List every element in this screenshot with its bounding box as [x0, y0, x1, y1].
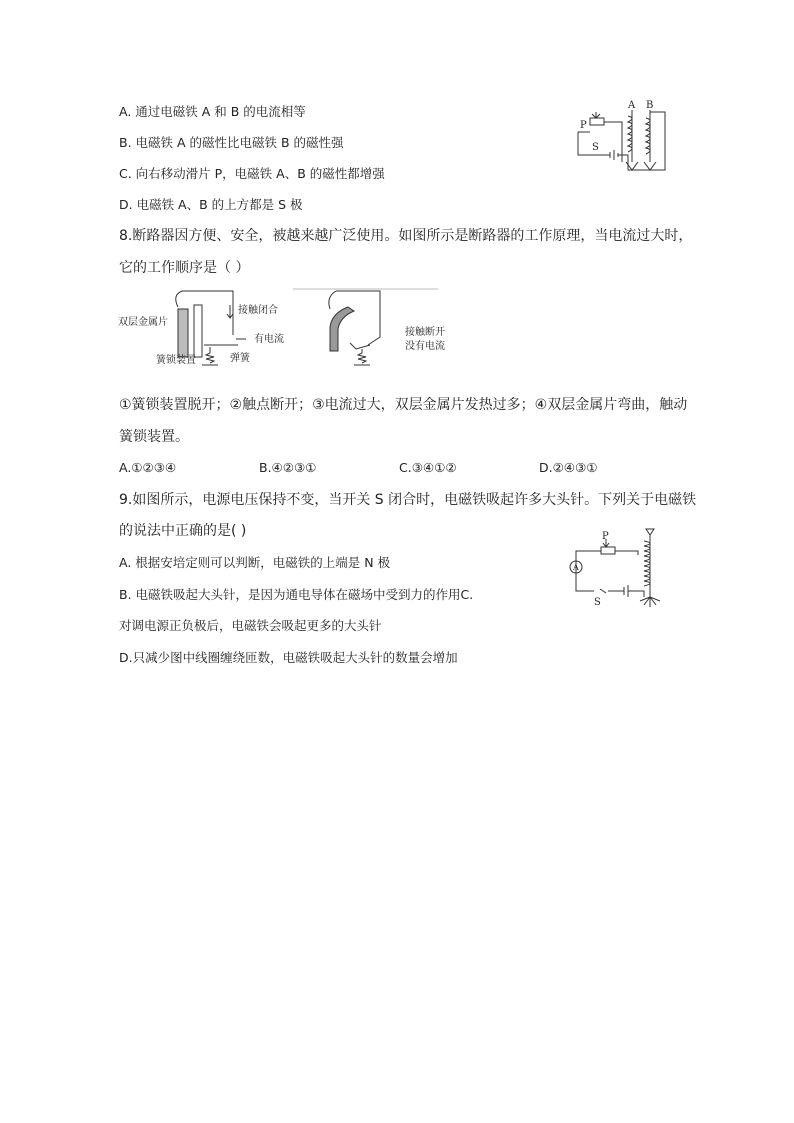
q9-label-p: P — [602, 531, 609, 542]
q7-circuit-figure — [570, 100, 670, 175]
q9-label-s: S — [594, 597, 601, 608]
q9-option-b: B. 电磁铁吸起大头针，是因为通电导体在磁场中受到力的作用C. — [119, 587, 474, 602]
q8-stem-line2: 它的工作顺序是（ ） — [119, 260, 250, 276]
q7-option-d: D. 电磁铁 A、B 的上方都是 S 极 — [119, 197, 303, 212]
q8-circuit-breaker-figure — [118, 287, 448, 367]
q8-option-d: D.②④③① — [539, 460, 598, 475]
fig1-label-b: B — [646, 100, 654, 111]
q8-option-c: C.③④①② — [399, 460, 457, 475]
q9-stem-line2: 的说法中正确的是( ) — [119, 523, 247, 539]
q8-label-has-current: 有电流 — [254, 334, 284, 345]
fig1-label-s: S — [592, 142, 599, 153]
q8-label-contact-closed: 接触闭合 — [238, 305, 278, 316]
q8-label-latch: 簧锁装置 — [156, 355, 196, 366]
q9-circuit-figure — [566, 525, 666, 610]
q8-label-contact-open: 接触断开 — [405, 327, 445, 338]
fig1-label-a: A — [628, 100, 636, 111]
q9-option-d: D.只减少图中线圈缠绕匝数，电磁铁吸起大头针的数量会增加 — [119, 650, 458, 665]
q8-label-bimetal: 双层金属片 — [118, 317, 168, 328]
q8-label-no-current: 没有电流 — [405, 341, 445, 352]
q8-option-b: B.④②③① — [259, 460, 317, 475]
q9-option-a: A. 根据安培定则可以判断，电磁铁的上端是 N 极 — [119, 555, 391, 570]
q8-steps-line1: ①簧锁装置脱开；②触点断开；③电流过大，双层金属片发热过多；④双层金属片弯曲，触动 — [119, 397, 688, 413]
q8-stem-line1: 8.断路器因方便、安全，被越来越广泛使用。如图所示是断路器的工作原理，当电流过大时， — [119, 228, 693, 244]
q8-label-spring: 弹簧 — [230, 353, 250, 364]
q7-option-c: C. 向右移动滑片 P，电磁铁 A、B 的磁性都增强 — [119, 166, 385, 181]
q7-option-b: B. 电磁铁 A 的磁性比电磁铁 B 的磁性强 — [119, 135, 344, 150]
q8-steps-line2: 簧锁装置。 — [119, 429, 189, 445]
q7-option-a: A. 通过电磁铁 A 和 B 的电流相等 — [119, 104, 306, 119]
q9-option-c: 对调电源正负极后，电磁铁会吸起更多的大头针 — [119, 618, 382, 633]
fig1-label-p: P — [580, 120, 587, 131]
q9-ammeter-label: A — [573, 563, 579, 572]
q9-stem-line1: 9.如图所示，电源电压保持不变，当开关 S 闭合时，电磁铁吸起许多大头针。下列关于电磁铁 — [119, 492, 697, 508]
q8-option-a: A.①②③④ — [119, 460, 177, 475]
